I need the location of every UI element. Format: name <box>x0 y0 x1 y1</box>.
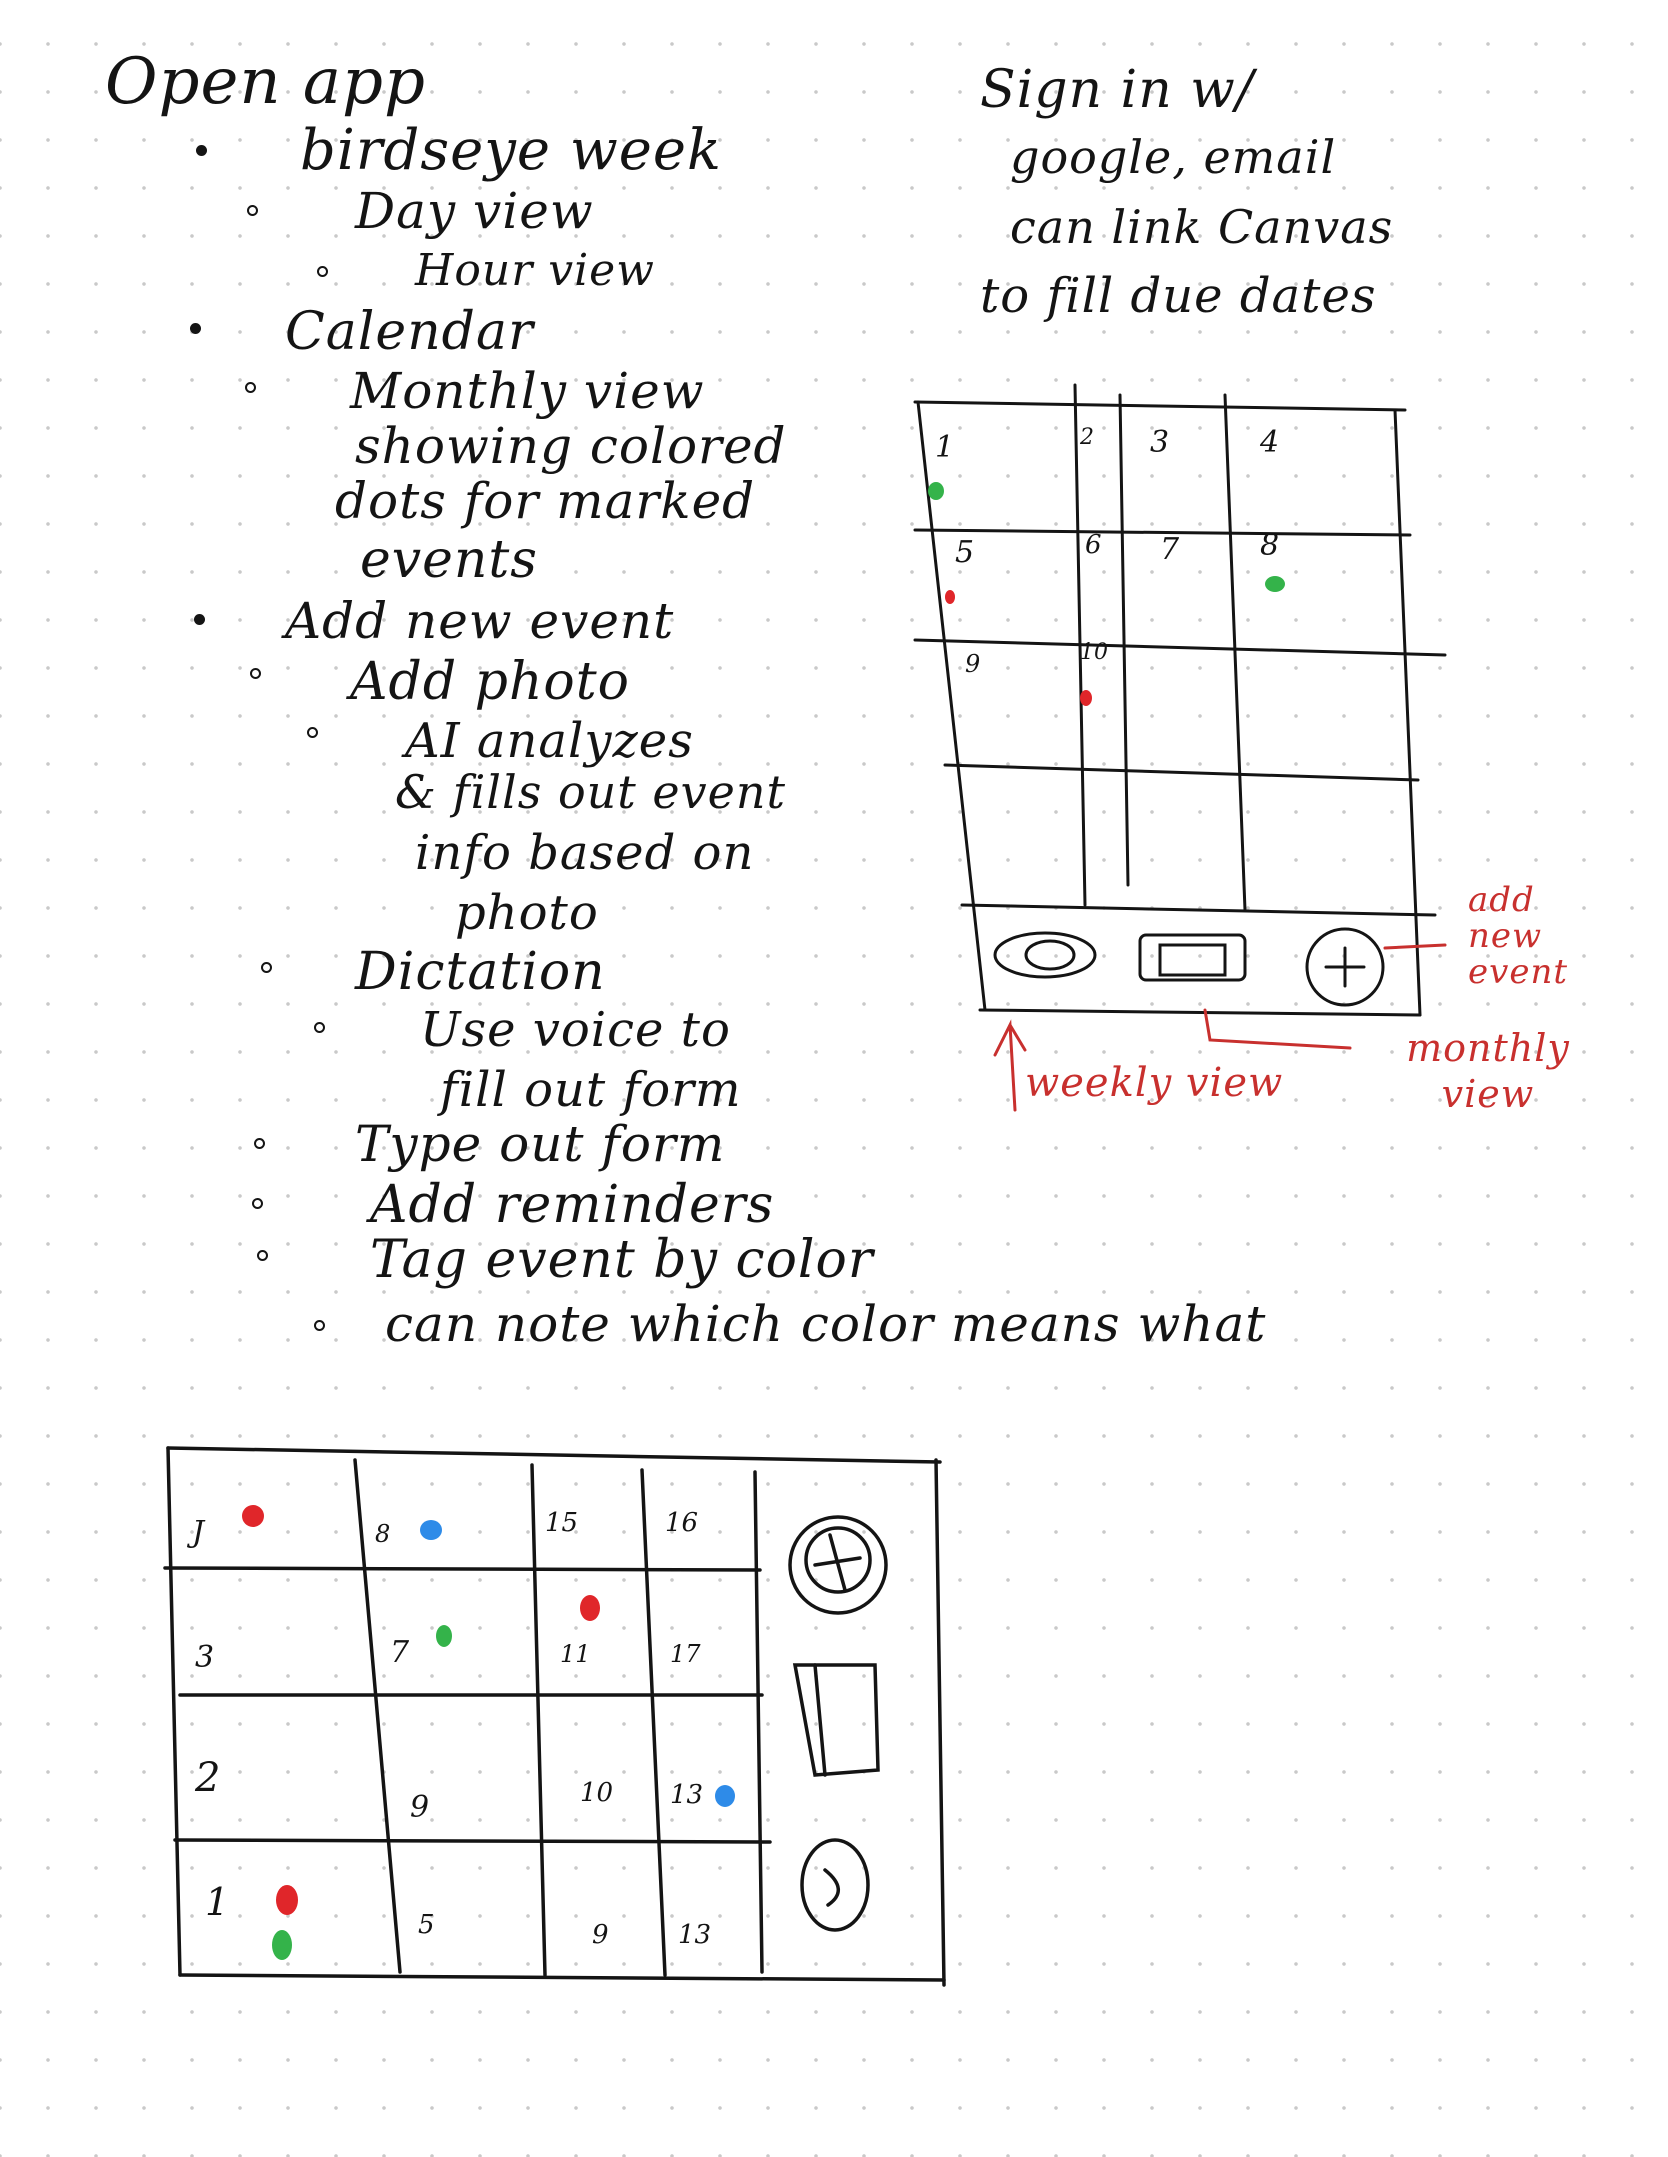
event-dot-green <box>272 1930 292 1960</box>
day-number: 9 <box>410 1790 430 1825</box>
day-number: 5 <box>955 535 975 570</box>
note-item: fill out form <box>440 1062 742 1118</box>
note-item: Add new event <box>285 592 675 650</box>
note-item: Use voice to <box>420 1002 731 1058</box>
note-item: Day view <box>355 182 594 240</box>
note-item: dots for marked <box>335 472 756 530</box>
day-number: 10 <box>580 1778 614 1808</box>
note-item: can note which color means what <box>385 1295 1267 1353</box>
day-number: 4 <box>1260 425 1280 460</box>
day-number: 9 <box>965 650 981 678</box>
day-number: 17 <box>670 1640 701 1668</box>
day-number: 13 <box>678 1920 712 1950</box>
day-number: 16 <box>665 1508 699 1538</box>
day-number: 2 <box>195 1755 221 1801</box>
signin-line: google, email <box>1010 130 1337 184</box>
note-item: birdseye week <box>300 118 722 183</box>
note-item: Tag event by color <box>370 1230 874 1290</box>
day-number: 7 <box>1160 532 1180 567</box>
note-item: info based on <box>415 825 755 881</box>
note-item: Dictation <box>355 942 606 1002</box>
day-number: 13 <box>670 1780 704 1810</box>
note-item: showing colored <box>355 417 787 475</box>
signin-line: Sign in w/ <box>980 60 1255 120</box>
day-number: 1 <box>935 430 955 465</box>
note-item: & fills out event <box>395 765 786 819</box>
day-number: 8 <box>1260 528 1280 563</box>
signin-line: to fill due dates <box>980 268 1377 324</box>
day-number: 2 <box>1080 425 1094 450</box>
day-number: 8 <box>375 1520 391 1548</box>
annotation-add-new-event: add new event <box>1468 880 1569 992</box>
day-number: 3 <box>1150 425 1170 460</box>
annotation-weekly-view: weekly view <box>1025 1060 1284 1106</box>
note-item: Add photo <box>350 652 630 712</box>
day-number: J <box>192 1515 205 1550</box>
note-item: events <box>360 530 538 590</box>
event-dot-red <box>276 1885 298 1915</box>
event-dot-blue <box>715 1785 735 1807</box>
note-item: AI analyzes <box>405 713 694 769</box>
day-number: 3 <box>195 1640 215 1675</box>
day-number: 7 <box>390 1635 410 1670</box>
note-item: Type out form <box>355 1115 726 1173</box>
eye-icon[interactable] <box>790 1517 886 1613</box>
note-item: photo <box>455 885 599 941</box>
event-dot-green <box>436 1625 452 1647</box>
event-dot-red <box>242 1505 264 1527</box>
event-dot-blue <box>420 1520 442 1540</box>
note-item: Monthly view <box>350 362 705 420</box>
note-item: Calendar <box>285 302 534 362</box>
day-number: 10 <box>1080 640 1108 665</box>
day-number: 11 <box>560 1640 591 1668</box>
annotation-monthly-view: monthly view <box>1406 1026 1570 1116</box>
calendar-icon[interactable] <box>795 1662 880 1777</box>
day-number: 5 <box>418 1910 435 1940</box>
note-item: Add reminders <box>370 1175 775 1235</box>
day-number: 1 <box>205 1880 230 1924</box>
note-item: Hour view <box>415 245 655 296</box>
day-number: 15 <box>545 1508 579 1538</box>
plus-icon[interactable] <box>800 1838 870 1933</box>
day-number: 9 <box>592 1920 609 1950</box>
day-number: 6 <box>1085 530 1102 560</box>
notes-heading: Open app <box>105 45 426 119</box>
event-dot-red <box>580 1595 600 1621</box>
signin-line: can link Canvas <box>1010 200 1394 254</box>
